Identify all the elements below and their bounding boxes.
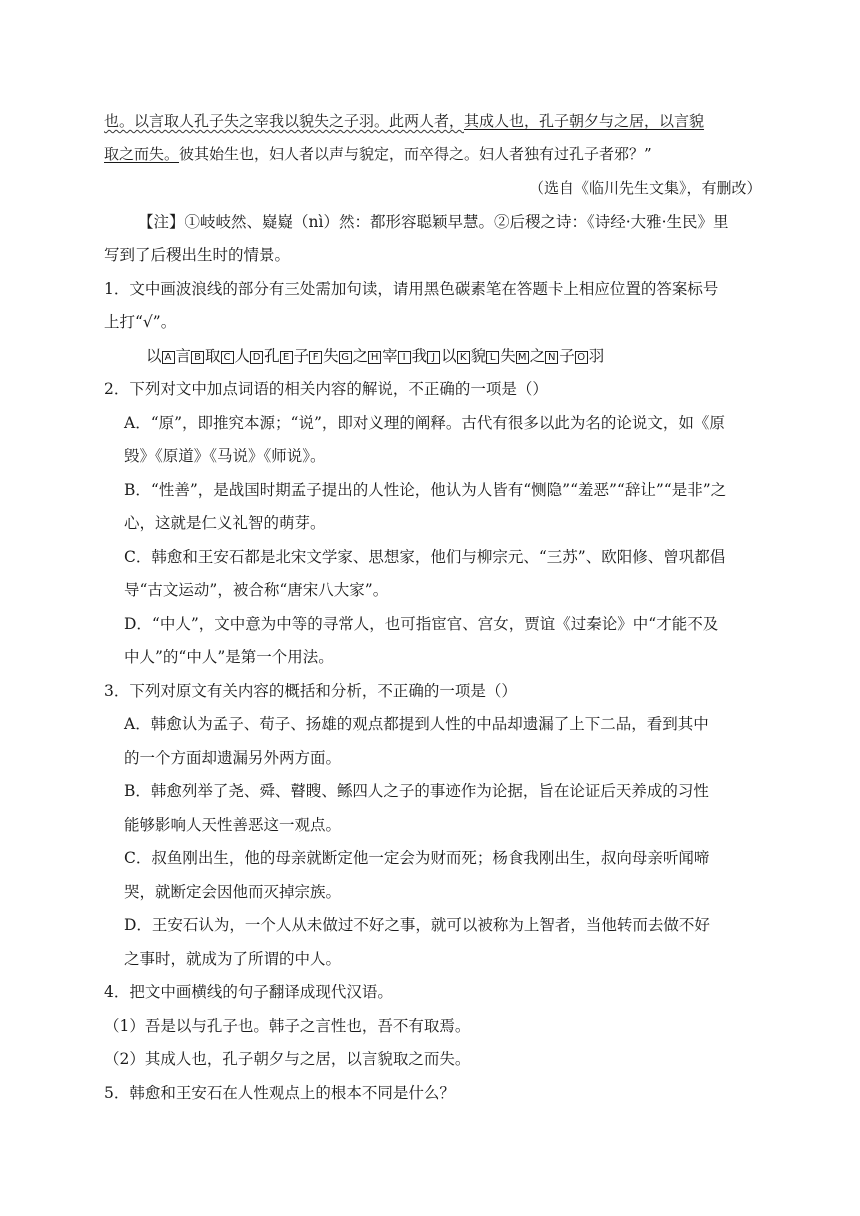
q2-option-d: D．“中人”，文中意为中等的寻常人，也可指宦官、宫女，贾谊《过秦论》中“才能不及 [124, 615, 719, 633]
note-line-2: 写到了后稷出生时的情景。 [104, 246, 291, 264]
answer-box-i[interactable]: I [398, 351, 411, 364]
mark-word: 貌 [470, 347, 487, 365]
mark-word: 失 [500, 347, 516, 365]
note-line-1: 【注】①岐岐然、嶷嶷（nì）然：都形容聪颖早慧。②后稷之诗：《诗经·大雅·生民》里 [138, 213, 729, 231]
q2-stem: 2．下列对文中加点词语的相关内容的解说，不正确的一项是（） [104, 380, 548, 398]
q4-stem: 4．把文中画横线的句子翻译成现代汉语。 [104, 983, 393, 1001]
q3-stem: 3．下列对原文有关内容的概括和分析，不正确的一项是（） [104, 682, 517, 700]
answer-box-n[interactable]: N [545, 351, 558, 364]
passage-underlined-segment: 其成人也，孔子朝夕与之居，以言貌 [464, 112, 705, 130]
answer-box-g[interactable]: G [339, 351, 352, 364]
answer-box-d[interactable]: D [250, 351, 263, 364]
q3-option-a: A．韩愈认为孟子、荀子、扬雄的观点都提到人性的中品却遗漏了上下二品，看到其中 [124, 715, 709, 733]
mark-word: 子 [559, 347, 575, 365]
q3-option-c: C．叔鱼刚出生，他的母亲就断定他一定会为财而死；杨食我刚出生，叔向母亲听闻啼 [124, 849, 710, 867]
mark-word: 取 [205, 347, 221, 365]
answer-box-a[interactable]: A [162, 351, 175, 364]
q3-option-d: D．王安石认为，一个人从未做过不好之事，就可以被称为上智者，当他转而去做不好 [124, 916, 710, 934]
q2-option-d-cont: 中人”的“中人”是第一个用法。 [124, 648, 334, 666]
passage-source: （选自《临川先生文集》，有删改） [529, 179, 762, 197]
mark-word: 之 [352, 347, 369, 365]
mark-word: 我 [411, 347, 428, 365]
mark-word: 人 [234, 347, 251, 365]
passage-wavy-segment: 也。以言取人孔子失之宰我以貌失之子羽。此两人者， [104, 112, 465, 130]
q5-stem: 5．韩愈和王安石在人性观点上的根本不同是什么？ [104, 1084, 455, 1102]
mark-word: 羽 [588, 347, 605, 365]
q1-stem-line-1: 1．文中画波浪线的部分有三处需加句读，请用黑色碳素笔在答题卡上相应位置的答案标号 [104, 280, 719, 298]
q1-answer-marks[interactable] [146, 346, 604, 366]
mark-word: 孔 [264, 347, 280, 365]
answer-box-j[interactable]: J [427, 351, 440, 364]
q1-stem-line-2: 上打“√”。 [104, 313, 177, 331]
q2-option-c: C．韩愈和王安石都是北宋文学家、思想家，他们与柳宗元、“三苏”、欧阳修、曾巩都倡 [124, 548, 726, 566]
q3-option-a-cont: 的一个方面却遗漏另外两方面。 [124, 749, 342, 767]
answer-box-k[interactable]: K [457, 351, 470, 364]
q3-option-c-cont: 哭，就断定会因他而灭掉宗族。 [124, 883, 342, 901]
answer-box-o[interactable]: O [575, 351, 588, 364]
passage-line-2 [104, 144, 652, 164]
passage-text: 彼其始生也，妇人者以声与貌定，而卒得之。妇人者独有过孔子者邪？” [179, 145, 652, 163]
passage-underlined-segment: 取之而失。 [104, 145, 180, 163]
mark-word: 失 [323, 347, 339, 365]
mark-word: 以 [146, 347, 162, 365]
answer-box-f[interactable]: F [309, 351, 322, 364]
q3-option-b-cont: 能够影响人天性善恶这一观点。 [124, 816, 342, 834]
mark-word: 以 [441, 347, 457, 365]
q2-option-a: A．“原”，即推究本源；“说”，即对义理的阐释。古代有很多以此为名的论说文，如《原 [124, 414, 725, 432]
q3-option-d-cont: 之事时，就成为了所谓的中人。 [124, 950, 342, 968]
q4-sentence-1: （1）吾是以与孔子也。韩子之言性也，吾不有取焉。 [104, 1017, 471, 1035]
q4-sentence-2: （2）其成人也，孔子朝夕与之居，以言貌取之而失。 [104, 1050, 471, 1068]
answer-box-e[interactable]: E [280, 351, 293, 364]
q3-option-b: B．韩愈列举了尧、舜、瞽瞍、鲧四人之子的事迹作为论据，旨在论证后天养成的习性 [124, 782, 709, 800]
answer-box-c[interactable]: C [221, 351, 234, 364]
mark-word: 之 [529, 347, 546, 365]
mark-word: 宰 [382, 347, 398, 365]
q2-option-a-cont: 毁》《原道》《马说》《师说》。 [124, 447, 326, 465]
answer-box-b[interactable]: B [191, 351, 204, 364]
q2-option-c-cont: 导“古文运动”，被合称“唐宋八大家”。 [124, 581, 389, 599]
answer-box-h[interactable]: H [368, 351, 381, 364]
mark-word: 言 [175, 347, 192, 365]
mark-word: 子 [293, 347, 310, 365]
answer-box-m[interactable]: M [516, 351, 529, 364]
q2-option-b: B．“性善”，是战国时期孟子提出的人性论，他认为人皆有“恻隐”“羞恶”“辞让”“是非”之 [124, 481, 727, 499]
answer-box-l[interactable]: L [486, 351, 499, 364]
q2-option-b-cont: 心，这就是仁义礼智的萌芽。 [124, 514, 326, 532]
passage-line-1 [104, 111, 704, 131]
